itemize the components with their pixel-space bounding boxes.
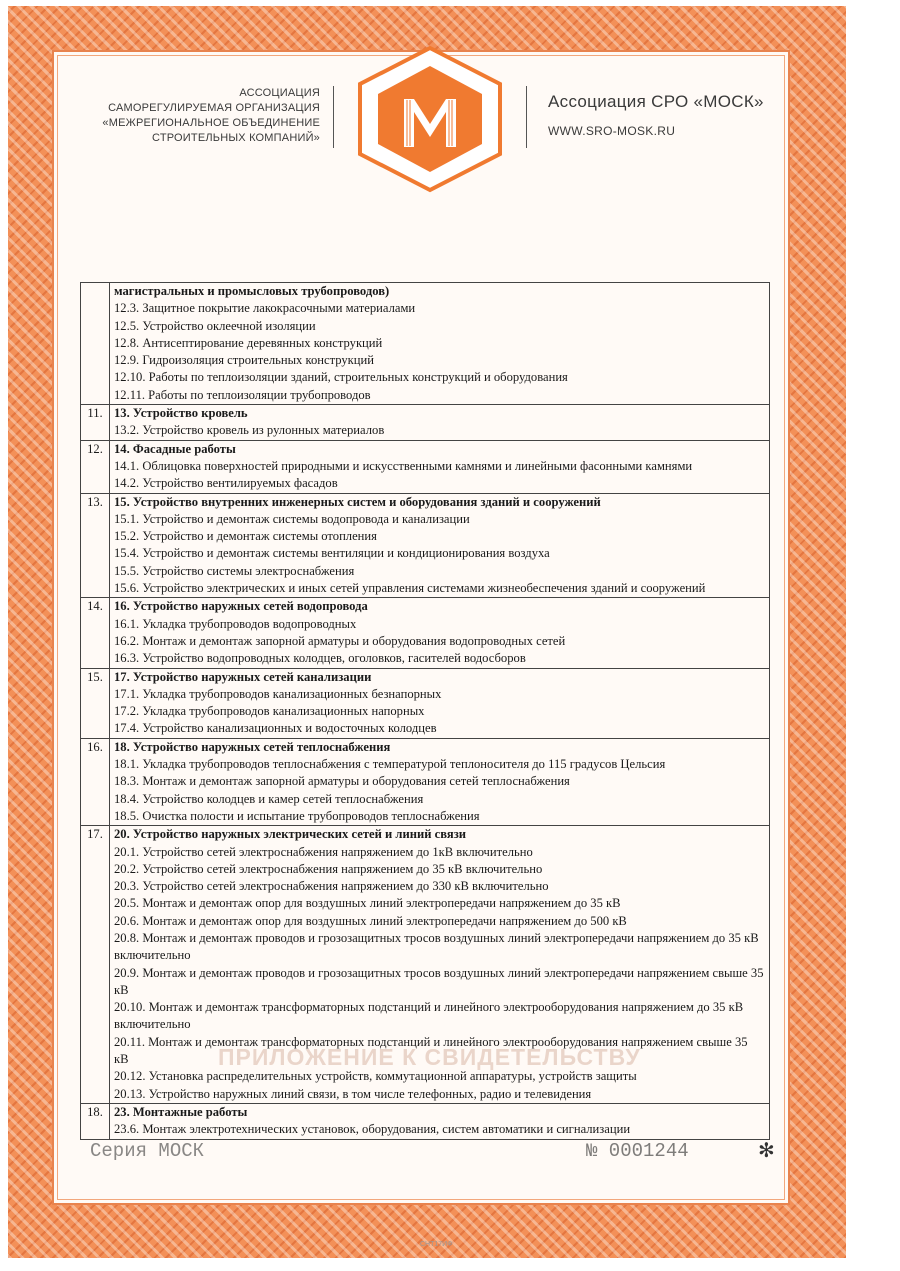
- work-item: 17.2. Укладка трубопроводов канализационных напорных: [114, 704, 425, 719]
- work-item: 23.6. Монтаж электротехнических установок, оборудования, систем автоматики и сигнализации: [114, 1122, 631, 1137]
- work-item: 17.1. Укладка трубопроводов канализационных безнапорных: [114, 686, 442, 701]
- row-number: 16.: [81, 738, 110, 825]
- work-item: 20.8. Монтаж и демонтаж проводов и грозозащитных тросов воздушных линий электропередачи напряжением до 35 кВ включительно: [114, 930, 759, 963]
- work-item: 20.1. Устройство сетей электроснабжения напряжением до 1кВ включительно: [114, 844, 533, 859]
- row-number: 18.: [81, 1103, 110, 1139]
- work-category: 14. Фасадные работы: [114, 441, 236, 456]
- work-category: 18. Устройство наружных сетей теплоснабжения: [114, 739, 391, 754]
- appendix-watermark: ПРИЛОЖЕНИЕ К СВИДЕТЕЛЬСТВУ: [218, 1044, 641, 1070]
- work-item: 15.6. Устройство электрических и иных сетей управления системами жизнеобеспечения зданий и сооружений: [114, 581, 706, 596]
- work-item: 20.9. Монтаж и демонтаж проводов и грозозащитных тросов воздушных линий электропередачи напряжением свыше 35 кВ: [114, 965, 764, 997]
- work-category: 13. Устройство кровель: [114, 406, 248, 421]
- work-category: магистральных и промысловых трубопроводов): [114, 284, 390, 298]
- work-item: 16.3. Устройство водопроводных колодцев, оголовков, гасителей водосборов: [114, 651, 526, 666]
- work-category: 23. Монтажные работы: [114, 1104, 248, 1119]
- work-item: 20.13. Устройство наружных линий связи, в том числе телефонных, радио и телевидения: [114, 1086, 592, 1101]
- work-item: 20.6. Монтаж и демонтаж опор для воздушных линий электропередачи напряжением до 500 кВ: [114, 913, 627, 928]
- hexagon-m-logo-icon: [354, 44, 506, 194]
- row-content: [110, 283, 770, 405]
- works-table: [80, 282, 770, 1140]
- work-item: 15.5. Устройство системы электроснабжения: [114, 563, 355, 578]
- row-number: 13.: [81, 493, 110, 598]
- certificate-number: № 0001244: [586, 1140, 689, 1162]
- star-icon: ✻: [758, 1140, 775, 1162]
- row-number: 12.: [81, 440, 110, 493]
- work-item: 20.10. Монтаж и демонтаж трансформаторных подстанций и линейного электрооборудования напряжением до 35 кВ включительно: [114, 1000, 744, 1032]
- work-item: 20.2. Устройство сетей электроснабжения напряжением до 35 кВ включительно: [114, 861, 543, 876]
- work-item: 12.10. Работы по теплоизоляции зданий, строительных конструкций и оборудования: [114, 370, 568, 385]
- work-item: 12.3. Защитное покрытие лакокрасочными материалами: [114, 301, 416, 316]
- work-item: 14.1. Облицовка поверхностей природными и искусственными камнями и линейными фасонными камнями: [114, 458, 693, 473]
- print-code: СНТ17ИФ: [420, 1241, 453, 1248]
- work-item: 18.5. Очистка полости и испытание трубопроводов теплоснабжения: [114, 808, 480, 823]
- work-item: 17.4. Устройство канализационных и водосточных колодцев: [114, 721, 437, 736]
- table-row: [81, 1103, 770, 1139]
- row-content: [110, 493, 770, 598]
- row-number: 11.: [81, 405, 110, 441]
- work-item: 12.9. Гидроизоляция строительных конструкций: [114, 353, 375, 368]
- work-item: 20.12. Установка распределительных устройств, коммутационной аппаратуры, устройств защиты: [114, 1069, 637, 1084]
- work-item: 15.2. Устройство и демонтаж системы отопления: [114, 529, 377, 544]
- work-item: 18.1. Укладка трубопроводов теплоснабжения с температурой теплоносителя до 115 градусов Цельсия: [114, 757, 666, 772]
- work-item: 20.3. Устройство сетей электроснабжения напряжением до 330 кВ включительно: [114, 879, 549, 894]
- row-content: [110, 738, 770, 825]
- row-number: 15.: [81, 668, 110, 738]
- table-row: [81, 283, 770, 405]
- row-number: 14.: [81, 598, 110, 668]
- work-category: 16. Устройство наружных сетей водопровода: [114, 599, 368, 614]
- org-name: Ассоциация СРО «МОСК»: [548, 92, 764, 111]
- work-item: 20.5. Монтаж и демонтаж опор для воздушных линий электропередачи напряжением до 35 кВ: [114, 896, 621, 911]
- row-content: [110, 405, 770, 441]
- table-row: [81, 738, 770, 825]
- row-number: 17.: [81, 826, 110, 1104]
- association-short-header: [548, 92, 764, 138]
- header-divider-right: [526, 86, 527, 148]
- row-content: [110, 598, 770, 668]
- work-item: 12.5. Устройство оклеечной изоляции: [114, 318, 316, 333]
- table-row: [81, 598, 770, 668]
- work-category: 15. Устройство внутренних инженерных систем и оборудования зданий и сооружений: [114, 494, 601, 509]
- work-item: 13.2. Устройство кровель из рулонных материалов: [114, 423, 385, 438]
- work-item: 15.4. Устройство и демонтаж системы вентиляции и кондиционирования воздуха: [114, 546, 550, 561]
- table-row: [81, 668, 770, 738]
- certificate-series: Серия МОСК: [90, 1140, 205, 1162]
- header-divider-left: [333, 86, 334, 148]
- row-content: [110, 1103, 770, 1139]
- work-item: 18.4. Устройство колодцев и камер сетей теплоснабжения: [114, 791, 424, 806]
- work-item: 12.11. Работы по теплоизоляции трубопроводов: [114, 387, 371, 402]
- table-row: [81, 493, 770, 598]
- work-category: 20. Устройство наружных электрических сетей и линий связи: [114, 827, 467, 842]
- table-row: [81, 440, 770, 493]
- work-item: 14.2. Устройство вентилируемых фасадов: [114, 476, 338, 491]
- row-number: [81, 283, 110, 405]
- work-category: 17. Устройство наружных сетей канализации: [114, 669, 372, 684]
- table-row: [81, 405, 770, 441]
- work-item: 18.3. Монтаж и демонтаж запорной арматуры и оборудования сетей теплоснабжения: [114, 774, 570, 789]
- row-content: [110, 668, 770, 738]
- work-item: 12.8. Антисептирование деревянных конструкций: [114, 335, 383, 350]
- work-item: 20.11. Монтаж и демонтаж трансформаторных подстанций и линейного электрооборудования напряжением свыше 35 кВ: [114, 1034, 748, 1067]
- work-item: 16.2. Монтаж и демонтаж запорной арматуры и оборудования водопроводных сетей: [114, 633, 566, 648]
- association-full-name: АССОЦИАЦИЯ САМОРЕГУЛИРУЕМАЯ ОРГАНИЗАЦИЯ «МЕЖРЕГИОНАЛЬНОЕ ОБЪЕДИНЕНИЕ СТРОИТЕЛЬНЫХ КОМПАНИЙ»: [102, 87, 320, 144]
- work-item: 15.1. Устройство и демонтаж системы водопровода и канализации: [114, 511, 470, 526]
- row-content: [110, 440, 770, 493]
- work-item: 16.1. Укладка трубопроводов водопроводных: [114, 616, 357, 631]
- org-website: WWW.SRO-MOSK.RU: [548, 124, 676, 138]
